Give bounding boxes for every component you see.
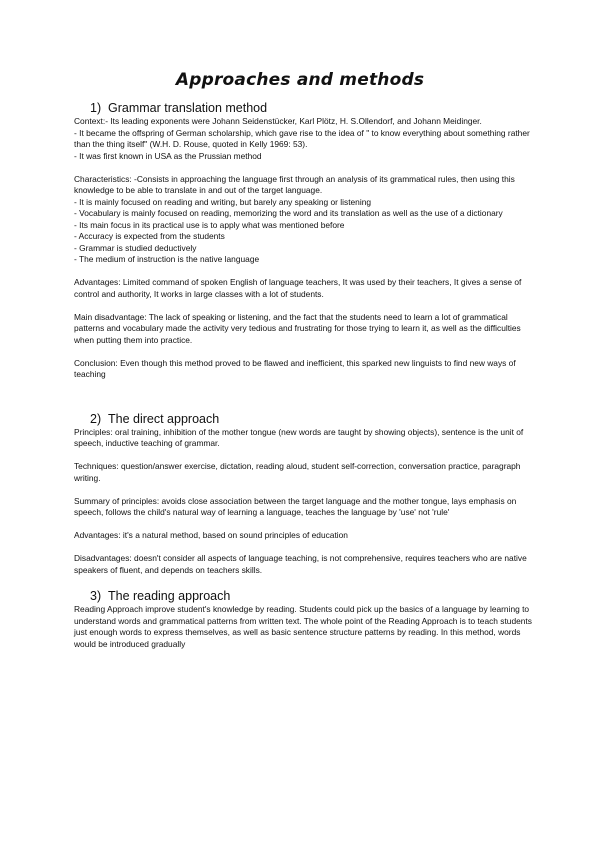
section-heading-direct-approach — [74, 411, 534, 427]
context-bullet: - It was first known in USA as the Prussian method — [74, 150, 262, 161]
characteristics-bullet: - Vocabulary is mainly focused on reading, memorizing the word and its translation as well as the use of a dictionary — [74, 208, 503, 218]
characteristics-bullet: - The medium of instruction is the native language — [74, 254, 260, 264]
section-title: The direct approach — [108, 411, 220, 426]
characteristics-bullet: - Grammar is studied deductively — [74, 242, 197, 253]
document-body — [74, 100, 534, 650]
section-heading-reading-approach — [74, 588, 534, 604]
document-title: Approaches and methods — [175, 70, 425, 90]
advantages-paragraph: Advantages: Limited command of spoken English of language teachers, It was used by their teachers, It gives a sense of control and authority, It works in large classes with a lot of students. — [74, 277, 522, 299]
techniques-paragraph: Techniques: question/answer exercise, dictation, reading aloud, student self-correction, conversation practice, paragraph writing. — [74, 461, 521, 483]
disadvantage-paragraph: Main disadvantage: The lack of speaking or listening, and the fact that the students need to learn a lot of grammatical patterns and vocabulary made the activity very tedious and frustrating for those trying to learn it, as well as the difficulties when putting them into practice. — [74, 311, 521, 345]
conclusion-paragraph: Conclusion: Even though this method proved to be flawed and inefficient, this sparked new linguists to find new ways of teaching — [74, 357, 516, 379]
characteristics-bullet: - Accuracy is expected from the students — [74, 231, 225, 241]
section-number: 2) — [90, 411, 102, 426]
context-bullet: - It became the offspring of German scholarship, which gave rise to the idea of " to know everything about something rather than the thing itself" (W.H. D. Rouse, quoted in Kelly 1969: 53). — [74, 127, 530, 149]
summary-paragraph: Summary of principles: avoids close association between the target language and the mother tongue, lays emphasis on speech, follows the child's natural way of learning a language, teaches the language by 'use' not 'rule' — [74, 495, 517, 517]
characteristics-bullet: - It is mainly focused on reading and writing, but barely any speaking or listening — [74, 196, 372, 207]
context-paragraph: Context:- Its leading exponents were Johann Seidenstücker, Karl Plötz, H. S.Ollendorf, and Johann Meidinger. — [74, 116, 482, 126]
section-number: 3) — [90, 589, 102, 603]
characteristics-paragraph: Characteristics: -Consists in approaching the language first through an analysis of its grammatical rules, then using this knowledge to be able to translate in and out of the target language. — [74, 173, 515, 195]
advantages-paragraph: Advantages: it's a natural method, based on sound principles of education — [74, 530, 348, 540]
section-title: Grammar translation method — [108, 101, 268, 115]
disadvantages-paragraph: Disadvantages: doesn't consider all aspects of language teaching, is not comprehensive, requires teachers who are native speakers of fluent, and depends on teachers skills. — [74, 553, 527, 575]
characteristics-bullet: - Its main focus in its practical use is to apply what was mentioned before — [74, 219, 345, 230]
section-title: The reading approach — [108, 589, 231, 603]
principles-paragraph: Principles: oral training, inhibition of the mother tongue (new words are taught by showing objects), sentence is the unit of speech, inductive teaching of grammar. — [74, 426, 524, 448]
section-number: 1) — [90, 101, 102, 115]
reading-approach-paragraph: Reading Approach improve student's knowledge by reading. Students could pick up the basics of a language by learning to understand words and grammatical patterns from written text. The whole point of the Reading Approach is to teach students just enough words to express themselves, as well as basic sentence structure patterns by reading. In this method, words would be introduced gradually — [74, 604, 532, 649]
section-heading-grammar-translation — [74, 100, 534, 116]
